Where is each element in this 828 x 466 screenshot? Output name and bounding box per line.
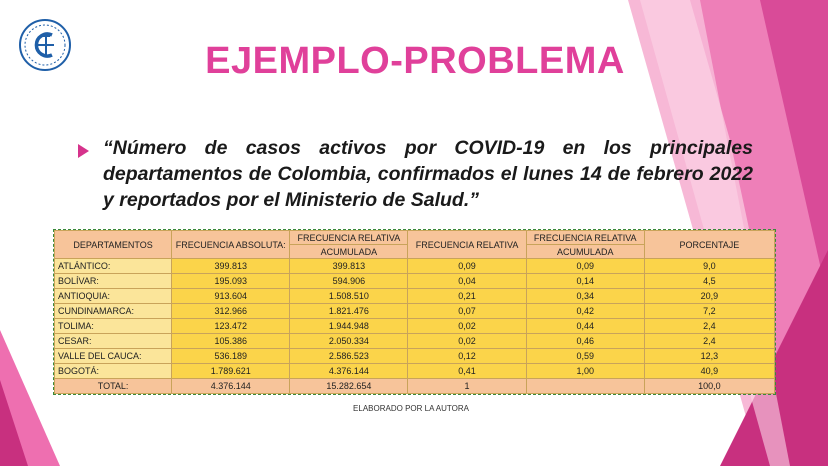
col-header-acumulada: ACUMULADA (526, 245, 644, 259)
cell-frecuencia-absoluta-acumulada: 594.906 (290, 274, 408, 289)
table-row (55, 364, 775, 379)
cell-frecuencia-absoluta-acumulada: 1.821.476 (290, 304, 408, 319)
col-header-frecuencia-absoluta-acumulada: FRECUENCIA RELATIVA (290, 231, 408, 245)
cell-frecuencia-relativa-acumulada: 0,34 (526, 289, 644, 304)
cell-departamento: TOLIMA: (55, 319, 172, 334)
cell-departamento: VALLE DEL CAUCA: (55, 349, 172, 364)
cell-frecuencia-absoluta-acumulada: 4.376.144 (290, 364, 408, 379)
col-header-frecuencia-relativa-acumulada: FRECUENCIA RELATIVA (526, 231, 644, 245)
col-header-departamentos: DEPARTAMENTOS (55, 231, 172, 259)
cell-departamento: CESAR: (55, 334, 172, 349)
cell-departamento: ATLÁNTICO: (55, 259, 172, 274)
cell-frecuencia-relativa: 0,04 (408, 274, 526, 289)
cell-frecuencia-absoluta: 536.189 (172, 349, 290, 364)
cell-porcentaje: 7,2 (644, 304, 774, 319)
col-header-acumulada: ACUMULADA (290, 245, 408, 259)
cell-departamento: CUNDINAMARCA: (55, 304, 172, 319)
cell-frecuencia-relativa: 0,21 (408, 289, 526, 304)
cell-frecuencia-absoluta: 399.813 (172, 259, 290, 274)
cell-frecuencia-relativa-acumulada: 0,42 (526, 304, 644, 319)
cell-frecuencia-absoluta: 913.604 (172, 289, 290, 304)
cell-frecuencia-relativa-acumulada: 0,14 (526, 274, 644, 289)
cell-porcentaje: 2,4 (644, 319, 774, 334)
cell-total-label: TOTAL: (55, 379, 172, 394)
table-row (55, 274, 775, 289)
cell-departamento: BOGOTÁ: (55, 364, 172, 379)
table-row (55, 349, 775, 364)
table-row (55, 259, 775, 274)
cell-frecuencia-relativa-acumulada: 0,44 (526, 319, 644, 334)
table-header-row (55, 231, 775, 245)
cell-frecuencia-absoluta: 195.093 (172, 274, 290, 289)
problem-statement: “Número de casos activos por COVID-19 en los principales departamentos de Colombia, confirmados el lunes 14 de febrero 2022 y reportados por el Ministerio de Salud.” (103, 137, 753, 211)
cell-porcentaje: 20,9 (644, 289, 774, 304)
table-row (55, 319, 775, 334)
bullet-arrow-icon (78, 144, 89, 158)
col-header-frecuencia-relativa: FRECUENCIA RELATIVA (408, 231, 526, 259)
table-row (55, 289, 775, 304)
cell-total-porcentaje: 100,0 (644, 379, 774, 394)
slide-title: EJEMPLO-PROBLEMA (205, 40, 625, 82)
cell-frecuencia-absoluta-acumulada: 399.813 (290, 259, 408, 274)
table-caption: ELABORADO POR LA AUTORA (353, 404, 469, 413)
frequency-table (53, 229, 776, 395)
col-header-porcentaje: PORCENTAJE (644, 231, 774, 259)
logo-icon (18, 18, 72, 72)
cell-frecuencia-absoluta: 105.386 (172, 334, 290, 349)
cell-frecuencia-relativa-acumulada: 1,00 (526, 364, 644, 379)
cell-porcentaje: 4,5 (644, 274, 774, 289)
cell-total-frecuencia-absoluta: 4.376.144 (172, 379, 290, 394)
cell-frecuencia-absoluta: 312.966 (172, 304, 290, 319)
cell-total-frecuencia-relativa-acumulada (526, 379, 644, 394)
table-row (55, 304, 775, 319)
cell-porcentaje: 2,4 (644, 334, 774, 349)
cell-porcentaje: 12,3 (644, 349, 774, 364)
cell-frecuencia-relativa: 0,07 (408, 304, 526, 319)
cell-total-frecuencia-absoluta-acumulada: 15.282.654 (290, 379, 408, 394)
cell-frecuencia-relativa-acumulada: 0,46 (526, 334, 644, 349)
cell-frecuencia-relativa: 0,02 (408, 334, 526, 349)
cell-porcentaje: 40,9 (644, 364, 774, 379)
cell-frecuencia-relativa-acumulada: 0,59 (526, 349, 644, 364)
col-header-frecuencia-absoluta: FRECUENCIA ABSOLUTA: (172, 231, 290, 259)
table-total-row (55, 379, 775, 394)
cell-frecuencia-absoluta-acumulada: 1.944.948 (290, 319, 408, 334)
cell-frecuencia-absoluta: 123.472 (172, 319, 290, 334)
cell-porcentaje: 9,0 (644, 259, 774, 274)
cell-frecuencia-relativa: 0,02 (408, 319, 526, 334)
cell-frecuencia-relativa: 0,09 (408, 259, 526, 274)
table-row (55, 334, 775, 349)
cell-departamento: BOLÍVAR: (55, 274, 172, 289)
cell-frecuencia-relativa: 0,41 (408, 364, 526, 379)
cell-departamento: ANTIOQUIA: (55, 289, 172, 304)
cell-frecuencia-relativa-acumulada: 0,09 (526, 259, 644, 274)
cell-total-frecuencia-relativa: 1 (408, 379, 526, 394)
cell-frecuencia-absoluta: 1.789.621 (172, 364, 290, 379)
cell-frecuencia-absoluta-acumulada: 2.586.523 (290, 349, 408, 364)
cell-frecuencia-absoluta-acumulada: 1.508.510 (290, 289, 408, 304)
cell-frecuencia-absoluta-acumulada: 2.050.334 (290, 334, 408, 349)
cell-frecuencia-relativa: 0,12 (408, 349, 526, 364)
